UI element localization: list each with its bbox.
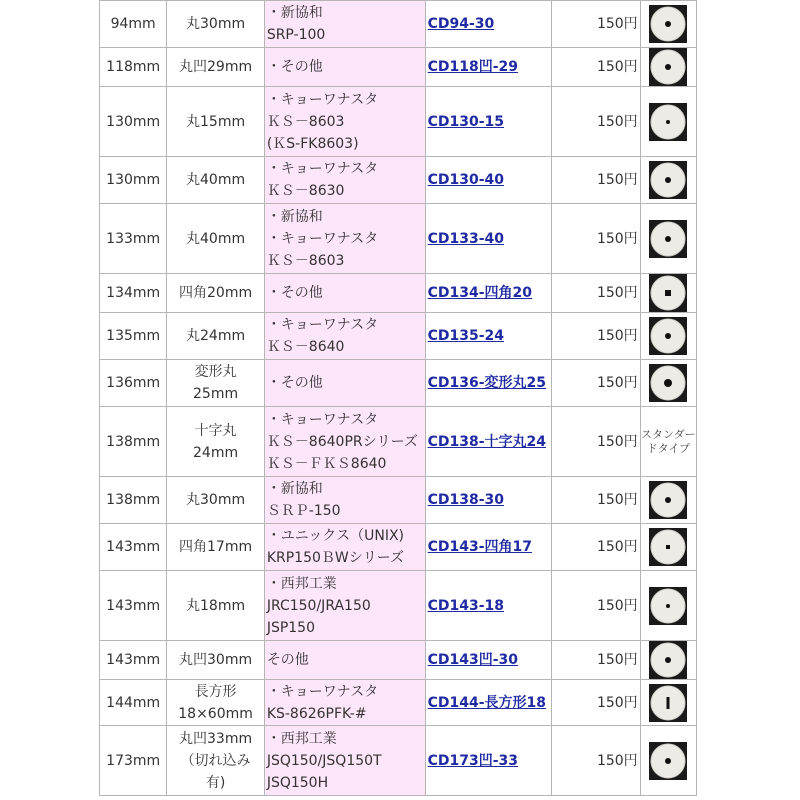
table-row — [100, 1, 697, 48]
pad-image-icon — [649, 528, 687, 566]
maker-cell-line: JRC150/JRA150 — [266, 597, 371, 614]
maker-cell-line: ・キョーワナスタ — [266, 683, 379, 700]
image-cell — [640, 641, 696, 680]
hole-shape-cell-line: 丸24mm — [186, 328, 246, 344]
price-cell: 150円 — [552, 680, 640, 726]
maker-cell — [264, 477, 425, 524]
product-code-link[interactable]: CD133-40 — [427, 230, 505, 247]
code-cell — [425, 1, 552, 48]
product-code-link[interactable]: CD143-18 — [427, 597, 505, 614]
code-cell — [425, 680, 552, 726]
product-code-link[interactable]: CD173凹-33 — [427, 752, 519, 769]
size-cell: 134mm — [100, 274, 167, 313]
maker-cell-line: ・新協和 — [266, 208, 323, 225]
size-cell: 143mm — [100, 641, 167, 680]
price-cell: 150円 — [552, 87, 640, 157]
size-cell: 130mm — [100, 87, 167, 157]
hole-shape-cell-line: 丸30mm — [186, 16, 246, 32]
size-cell: 143mm — [100, 524, 167, 571]
table-row — [100, 87, 697, 157]
hole-shape-cell-line: 四角20mm — [179, 285, 253, 301]
hole-shape-cell — [167, 641, 264, 680]
pad-image-icon — [649, 742, 687, 780]
hole-shape-cell — [167, 477, 264, 524]
price-cell: 150円 — [552, 274, 640, 313]
maker-cell — [264, 274, 425, 313]
product-code-link[interactable]: CD138-30 — [427, 492, 505, 508]
hole-shape-cell-line: 丸15mm — [186, 113, 246, 130]
table-row — [100, 157, 697, 204]
table-row — [100, 204, 697, 274]
maker-cell-line: ・ユニックス（UNIX) — [266, 528, 405, 544]
pad-image-icon — [649, 364, 687, 402]
hole-shape-cell-line: 24mm — [193, 444, 239, 461]
maker-cell — [264, 1, 425, 48]
price-cell: 150円 — [552, 313, 640, 360]
image-cell — [640, 524, 696, 571]
maker-cell — [264, 204, 425, 274]
size-cell: 130mm — [100, 157, 167, 204]
maker-cell-line: JSQ150H — [266, 774, 329, 791]
pad-image-icon — [649, 103, 687, 141]
maker-cell-line: ・キョーワナスタ — [266, 411, 379, 428]
size-cell: 143mm — [100, 571, 167, 641]
maker-cell-line: ＫＳ－8640PRシリーズ — [266, 433, 418, 450]
maker-cell-line: ・キョーワナスタ — [266, 230, 379, 247]
table-row — [100, 726, 697, 796]
hole-shape-cell — [167, 48, 264, 87]
code-cell — [425, 726, 552, 796]
maker-cell-line: ・西邦工業 — [266, 575, 337, 592]
code-cell — [425, 157, 552, 204]
hole-shape-cell-line: 丸40mm — [186, 172, 246, 188]
maker-cell-line: (ＫS-FK8603) — [266, 135, 359, 152]
maker-cell — [264, 48, 425, 87]
code-cell — [425, 571, 552, 641]
hole-shape-cell-line: 18×60mm — [178, 705, 253, 722]
product-code-link[interactable]: CD118凹-29 — [427, 59, 519, 75]
code-cell — [425, 360, 552, 407]
code-cell — [425, 407, 552, 477]
maker-cell — [264, 571, 425, 641]
maker-cell-line: ＫＳ－8603 — [266, 113, 345, 130]
size-cell: 136mm — [100, 360, 167, 407]
maker-cell-line: ・キョーワナスタ — [266, 91, 379, 108]
pad-image-icon — [649, 5, 687, 43]
pad-image-icon — [649, 274, 687, 312]
table-row — [100, 477, 697, 524]
pad-image-icon — [649, 161, 687, 199]
hole-shape-cell-line: 丸18mm — [186, 597, 246, 614]
hole-shape-cell-line: 丸30mm — [186, 492, 246, 508]
size-cell: 138mm — [100, 477, 167, 524]
table-row — [100, 313, 697, 360]
pad-image-icon — [649, 481, 687, 519]
code-cell — [425, 274, 552, 313]
table-row — [100, 407, 697, 477]
pad-image-icon — [649, 220, 687, 258]
size-cell: 173mm — [100, 726, 167, 796]
image-cell — [640, 1, 696, 48]
maker-cell-line: JSP150 — [266, 619, 315, 636]
pad-image-icon — [649, 317, 687, 355]
maker-cell-line: KS-8626PFK-# — [266, 705, 367, 722]
table-row — [100, 571, 697, 641]
image-cell — [640, 48, 696, 87]
hole-shape-cell-line: （切れ込み — [180, 752, 251, 769]
maker-cell — [264, 87, 425, 157]
table-row — [100, 680, 697, 726]
image-cell — [640, 407, 696, 477]
table-row — [100, 274, 697, 313]
hole-shape-cell — [167, 524, 264, 571]
maker-cell-line: ＫＳ－ＦＫＳ8640 — [266, 455, 387, 472]
hole-shape-cell — [167, 274, 264, 313]
maker-cell-line: ＫＳ－8640 — [266, 339, 345, 355]
maker-cell — [264, 524, 425, 571]
hole-shape-cell-line: 有) — [205, 774, 226, 791]
maker-cell-line: ・キョーワナスタ — [266, 161, 379, 177]
product-code-link[interactable]: CD138-十字丸24 — [427, 433, 547, 450]
price-cell: 150円 — [552, 524, 640, 571]
product-code-link[interactable]: CD94-30 — [427, 16, 495, 32]
size-cell: 135mm — [100, 313, 167, 360]
hole-shape-cell — [167, 313, 264, 360]
maker-cell — [264, 360, 425, 407]
maker-cell-line: ・その他 — [266, 285, 323, 301]
maker-cell — [264, 680, 425, 726]
hole-shape-cell — [167, 204, 264, 274]
price-cell: 150円 — [552, 726, 640, 796]
product-code-link[interactable]: CD130-15 — [427, 113, 505, 130]
hole-shape-cell — [167, 157, 264, 204]
pad-image-icon — [649, 48, 687, 86]
code-cell — [425, 87, 552, 157]
price-cell: 150円 — [552, 204, 640, 274]
size-cell: 144mm — [100, 680, 167, 726]
maker-cell-line: ・その他 — [266, 375, 323, 391]
image-cell — [640, 726, 696, 796]
product-code-link[interactable]: CD134-四角20 — [427, 285, 533, 301]
maker-cell-line: ・西邦工業 — [266, 730, 337, 747]
maker-cell-line: ・その他 — [266, 59, 323, 75]
hole-shape-cell — [167, 680, 264, 726]
product-code-link[interactable]: CD135-24 — [427, 328, 505, 344]
hole-shape-cell — [167, 571, 264, 641]
hole-shape-cell — [167, 87, 264, 157]
code-cell — [425, 48, 552, 87]
maker-cell-line: KRP150ＢWシリーズ — [266, 550, 405, 566]
maker-cell-line: ・新協和 — [266, 481, 323, 497]
pad-image-icon — [649, 587, 687, 625]
maker-cell-line: ＳＲＰ-150 — [266, 503, 341, 519]
pad-image-icon — [649, 641, 687, 679]
maker-cell-line: SRP-100 — [266, 27, 326, 43]
image-cell — [640, 274, 696, 313]
image-cell — [640, 360, 696, 407]
code-cell — [425, 477, 552, 524]
product-code-link[interactable]: CD143-四角17 — [427, 539, 533, 555]
maker-cell — [264, 726, 425, 796]
image-cell — [640, 571, 696, 641]
image-cell — [640, 477, 696, 524]
hole-shape-cell — [167, 1, 264, 48]
table-row — [100, 360, 697, 407]
code-cell — [425, 204, 552, 274]
size-cell: 94mm — [100, 1, 167, 48]
maker-cell-line: JSQ150/JSQ150T — [266, 752, 382, 769]
price-cell: 150円 — [552, 571, 640, 641]
maker-cell — [264, 641, 425, 680]
hole-shape-cell-line: 長方形 — [194, 683, 237, 700]
maker-cell-line: ＫＳ－8603 — [266, 252, 345, 269]
size-cell: 133mm — [100, 204, 167, 274]
hole-shape-cell-line: 丸凹33mm — [179, 730, 253, 747]
code-cell — [425, 313, 552, 360]
code-cell — [425, 524, 552, 571]
price-cell: 150円 — [552, 157, 640, 204]
hole-shape-cell-line: 丸凹30mm — [179, 652, 253, 668]
price-cell: 150円 — [552, 407, 640, 477]
hole-shape-cell — [167, 360, 264, 407]
code-cell — [425, 641, 552, 680]
maker-cell-line: ・新協和 — [266, 5, 323, 21]
pad-image-icon — [649, 684, 687, 722]
maker-cell — [264, 407, 425, 477]
hole-shape-cell-line: 十字丸 — [194, 422, 237, 439]
table-row — [100, 524, 697, 571]
maker-cell-line: ・キョーワナスタ — [266, 317, 379, 333]
size-cell: 138mm — [100, 407, 167, 477]
size-cell: 118mm — [100, 48, 167, 87]
image-cell — [640, 204, 696, 274]
maker-cell — [264, 313, 425, 360]
product-code-link[interactable]: CD143凹-30 — [427, 652, 519, 668]
product-code-link[interactable]: CD144-長方形18 — [427, 694, 547, 711]
product-code-link[interactable]: CD130-40 — [427, 172, 505, 188]
maker-cell-line: その他 — [266, 652, 309, 668]
hole-shape-cell-line: 25mm — [193, 386, 239, 402]
image-cell — [640, 680, 696, 726]
hole-shape-cell — [167, 407, 264, 477]
product-code-link[interactable]: CD136-変形丸25 — [427, 375, 547, 391]
image-cell — [640, 87, 696, 157]
price-cell: 150円 — [552, 1, 640, 48]
price-cell: 150円 — [552, 641, 640, 680]
hole-shape-cell-line: 四角17mm — [179, 539, 253, 555]
hole-shape-cell-line: 変形丸 — [194, 364, 237, 380]
table-row — [100, 641, 697, 680]
maker-cell — [264, 157, 425, 204]
image-note: スタンダードタイプ — [641, 427, 696, 455]
image-cell — [640, 313, 696, 360]
price-cell: 150円 — [552, 360, 640, 407]
table-row — [100, 48, 697, 87]
maker-cell-line: ＫＳ－8630 — [266, 183, 345, 199]
hole-shape-cell-line: 丸凹29mm — [179, 59, 253, 75]
price-cell: 150円 — [552, 48, 640, 87]
hole-shape-cell-line: 丸40mm — [186, 230, 246, 247]
image-cell — [640, 157, 696, 204]
product-table — [99, 0, 697, 796]
price-cell: 150円 — [552, 477, 640, 524]
hole-shape-cell — [167, 726, 264, 796]
